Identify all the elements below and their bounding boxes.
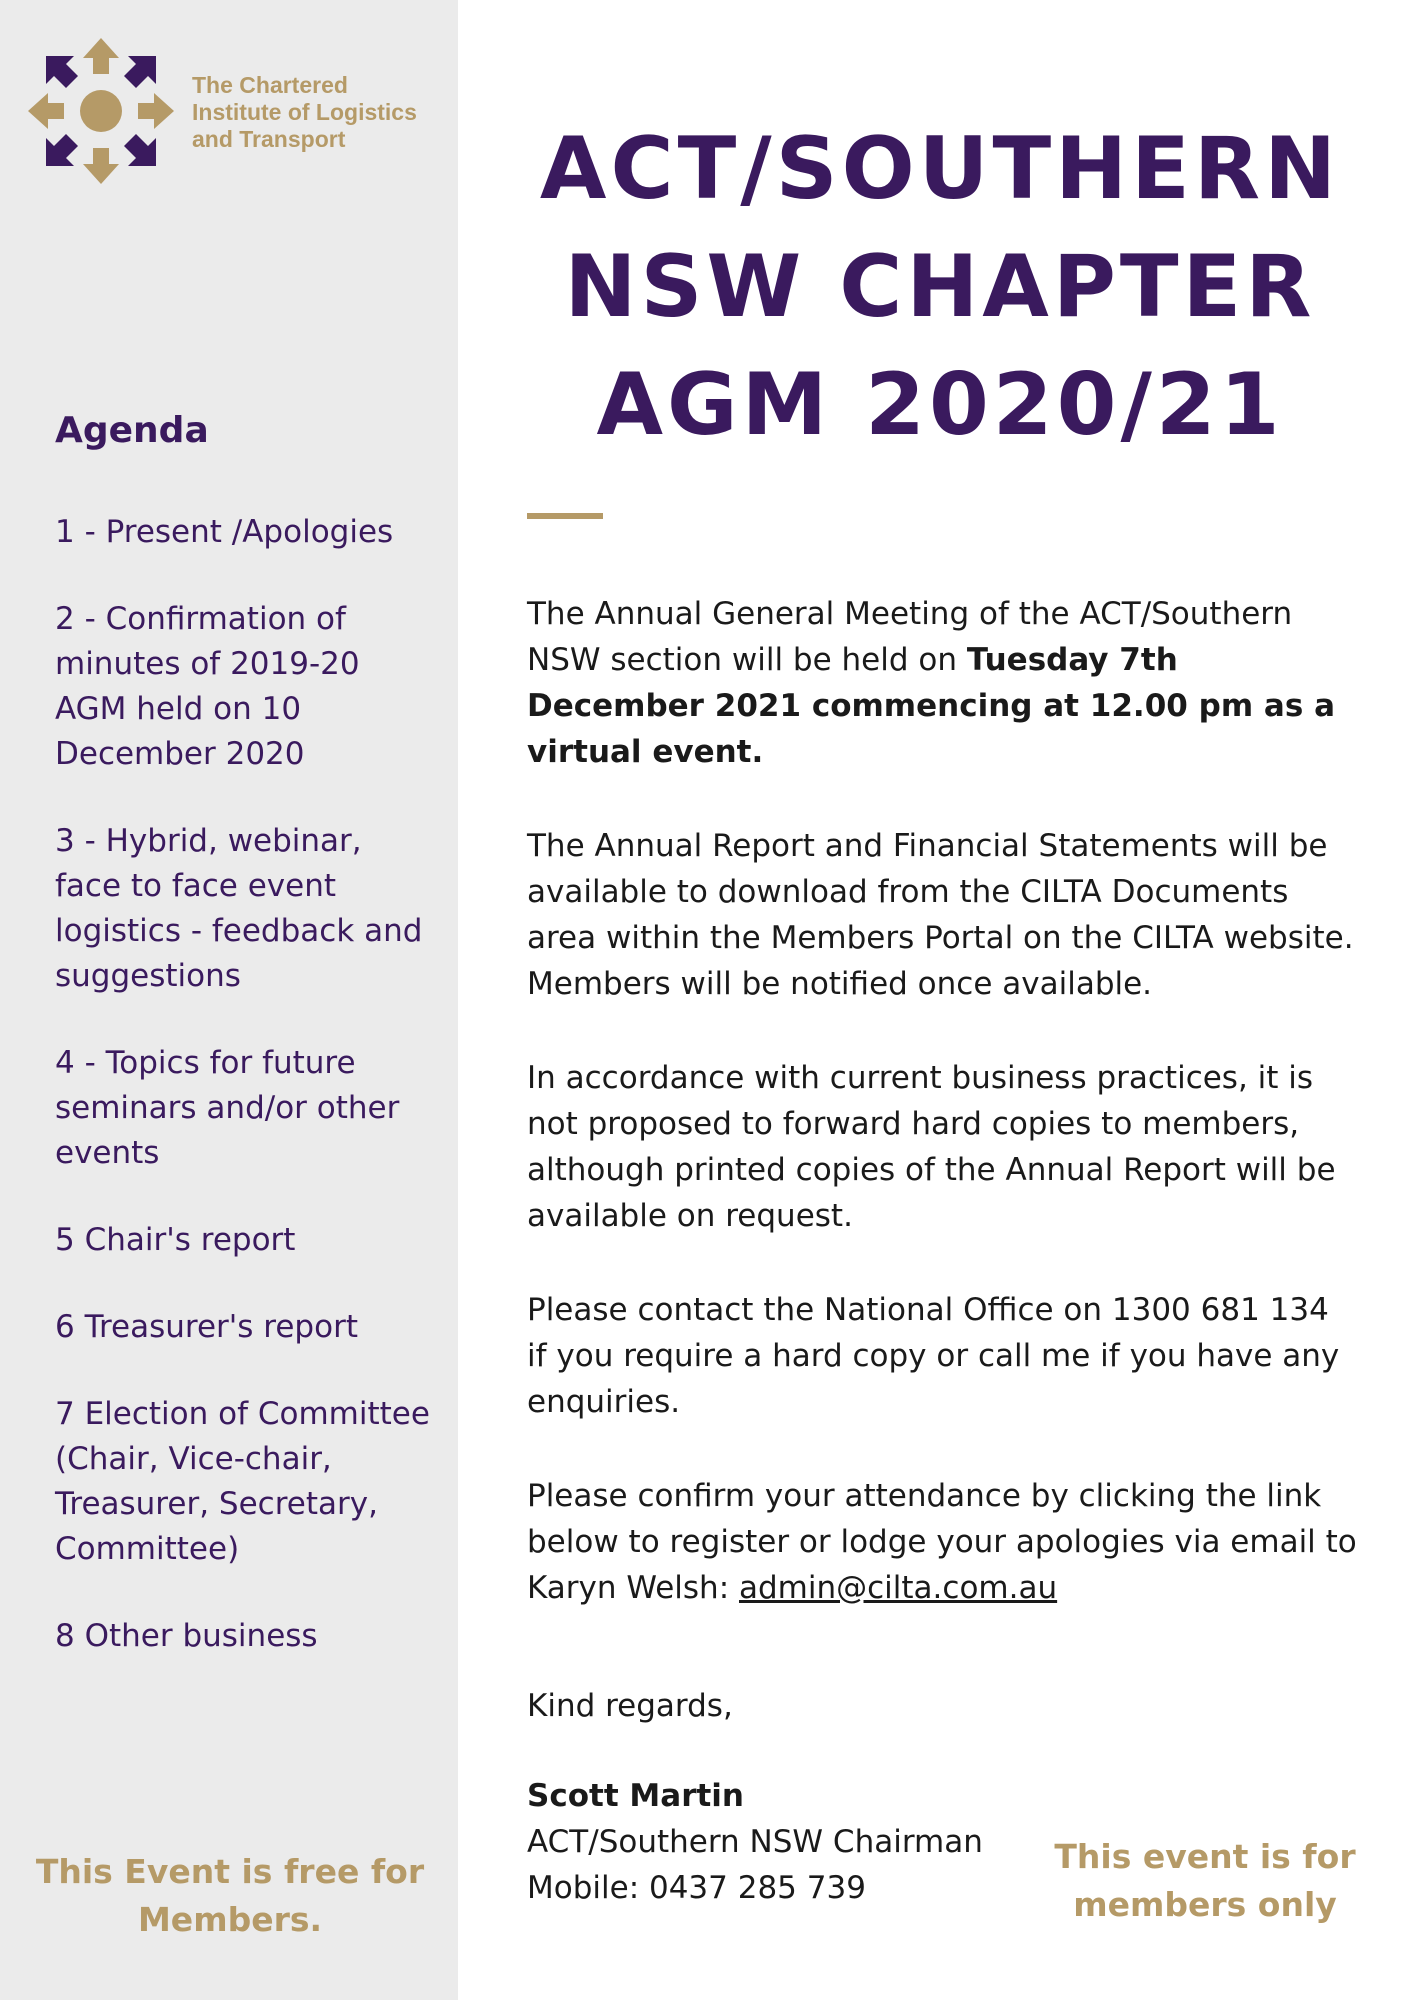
accent-divider xyxy=(527,513,603,519)
signature-block xyxy=(527,1773,983,1911)
logo-line-2: Institute of Logistics xyxy=(192,99,417,125)
rsvp-text: Please confirm your attendance by clicking the link below to register or lodge your apologies via email to Karyn Welsh: xyxy=(527,1478,1357,1606)
meeting-date-text: Tuesday 7th December 2021 commencing at 12.00 pm as a virtual event. xyxy=(527,642,1335,770)
contact-paragraph: Please contact the National Office on 1300 681 134 if you require a hard copy or call me if you have any enquiries. xyxy=(527,1292,1340,1420)
agenda-item: 5 Chair's report xyxy=(55,1222,296,1258)
hard-copies-paragraph: In accordance with current business practices, it is not proposed to forward hard copies to members, although printed copies of the Annual Report will be available on request. xyxy=(527,1060,1336,1234)
logo-line-3: and Transport xyxy=(192,126,346,152)
members-only-note: This event is for members only xyxy=(1054,1837,1356,1924)
sidebar xyxy=(0,0,458,2000)
rsvp-paragraph xyxy=(527,1473,1357,1611)
agenda-item: 2 - Confirmation of minutes of 2019-20 AGM held on 10 December 2020 xyxy=(55,601,360,772)
title-line-3: AGM 2020/21 xyxy=(596,355,1284,455)
signer-name: Scott Martin xyxy=(527,1778,744,1814)
title-line-2: NSW CHAPTER xyxy=(564,237,1316,337)
meeting-intro-text: The Annual General Meeting of the ACT/Southern NSW section will be held on xyxy=(527,596,1293,678)
logo-line-1: The Chartered xyxy=(192,72,348,98)
signer-mobile: Mobile: 0437 285 739 xyxy=(527,1870,866,1906)
agenda-item: 6 Treasurer's report xyxy=(55,1309,358,1345)
title-line-1: ACT/SOUTHERN xyxy=(539,119,1341,219)
agenda-list xyxy=(55,510,435,1701)
closing-text: Kind regards, xyxy=(527,1688,733,1724)
meeting-details-paragraph xyxy=(527,591,1357,775)
signer-role: ACT/Southern NSW Chairman xyxy=(527,1824,983,1860)
logo-text xyxy=(192,72,452,153)
agenda-item: 7 Election of Committee (Chair, Vice-chair, Treasurer, Secretary, Committee) xyxy=(55,1396,430,1567)
free-for-members-note: This Event is free for Members. xyxy=(35,1852,425,1939)
email-link[interactable]: admin@cilta.com.au xyxy=(739,1570,1058,1606)
agenda-item: 1 - Present /Apologies xyxy=(55,514,394,550)
cilt-logo-icon xyxy=(26,36,176,186)
agenda-item: 8 Other business xyxy=(55,1618,318,1654)
agenda-item: 4 - Topics for future seminars and/or other events xyxy=(55,1045,400,1171)
agenda-item: 3 - Hybrid, webinar, face to face event logistics - feedback and suggestions xyxy=(55,823,423,994)
annual-report-paragraph: The Annual Report and Financial Statements will be available to download from the CILTA Documents area within the Members Portal on the CILTA website. Members will be notified once available. xyxy=(527,828,1354,1002)
page-title xyxy=(520,110,1360,464)
agenda-heading: Agenda xyxy=(55,410,209,451)
